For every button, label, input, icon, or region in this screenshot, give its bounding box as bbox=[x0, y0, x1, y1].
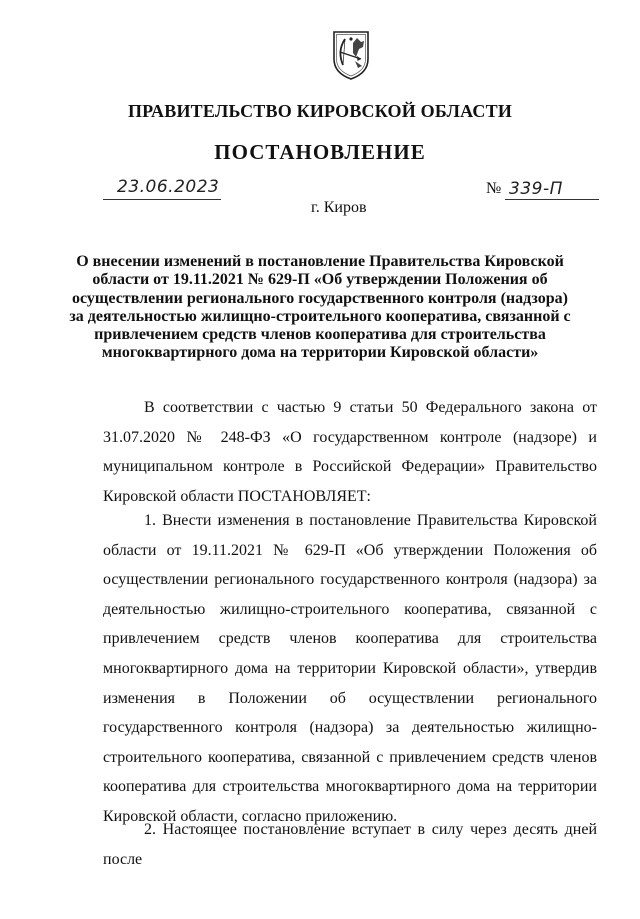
number-sign: № bbox=[486, 180, 502, 197]
number-underline bbox=[505, 199, 599, 200]
organization-name: ПРАВИТЕЛЬСТВО КИРОВСКОЙ ОБЛАСТИ bbox=[127, 101, 513, 121]
preamble-paragraph: В соответствии с частью 9 статьи 50 Федерального закона от 31.07.2020 № 248-ФЗ «О государственном контроле (надзоре) и муниципальном контроле в Российской Федерации» Правительство Кировской области ПОСТАНОВЛЯЕТ: bbox=[103, 399, 597, 505]
item-1-paragraph: 1. Внести изменения в постановление Правительства Кировской области от 19.11.2021 № 629-П «Об утверждении Положения об осуществлении регионального государственного контроля (надзора) за деятельностью жилищно-строительного кооператива, связанной с привлечением средств членов кооператива для строительства многоквартирного дома на территории Кировской области», утвердив изменения в Положении об осуществлении регионального государственного контроля (надзора) за деятельностью жилищно-строительного кооператива, связанной с привлечением средств членов кооператива для строительства многоквартирного дома на территории Кировской области, согласно приложению. bbox=[103, 512, 597, 825]
date-underline bbox=[103, 199, 221, 200]
document-title bbox=[0, 253, 640, 363]
document-type: ПОСТАНОВЛЕНИЕ bbox=[214, 140, 426, 164]
document-number: 339-П bbox=[509, 179, 563, 199]
coat-of-arms-icon bbox=[331, 29, 371, 81]
city-label: г. Киров bbox=[311, 199, 367, 216]
document-title-text: О внесении изменений в постановление Правительства Кировской области от 19.11.2021 № 629-П «Об утверждении Положения об осуществлении регионального государственного контроля (надзора) за деятельностью жилищно-строительного кооператива, связанной с привлечением средств членов кооператива для строительства многоквартирного дома на территории Кировской области» bbox=[69, 253, 571, 362]
item-2-paragraph: 2. Настоящее постановление вступает в силу через десять дней после bbox=[103, 821, 597, 868]
document-date: 23.06.2023 bbox=[117, 177, 220, 197]
